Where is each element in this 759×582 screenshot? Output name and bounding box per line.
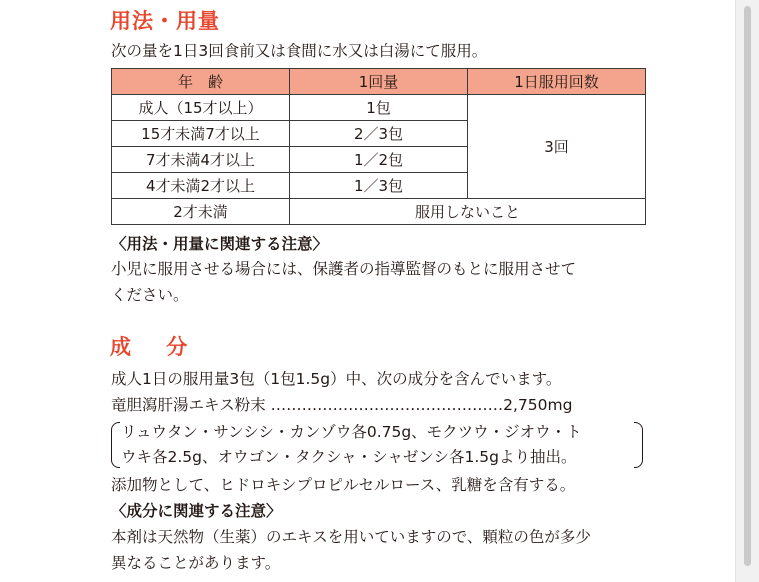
daily-times-cell: 3回 [468, 95, 646, 199]
dose-cell: 2／3包 [290, 121, 468, 147]
herb-line-1: リュウタン・サンシシ・カンゾウ各0.75g、モクツウ・ジオウ・ト [121, 423, 582, 441]
usage-heading: 用法・用量 [110, 9, 220, 33]
left-bracket-icon [111, 422, 120, 468]
age-cell: 成人（15才以上） [112, 95, 290, 121]
table-header-row [112, 69, 646, 95]
ingredients-note-title: 〈成分に関連する注意〉 [111, 502, 282, 520]
usage-note-title: 〈用法・用量に関連する注意〉 [111, 235, 329, 253]
age-cell: 2才未満 [112, 199, 290, 225]
ingredients-note-line-1: 本剤は天然物（生薬）のエキスを用いていますので、顆粒の色が多少 [111, 528, 591, 546]
usage-intro: 次の量を1日3回食前又は食間に水又は白湯にて服用。 [111, 42, 488, 60]
dosage-table [111, 68, 646, 225]
usage-note-line-1: 小児に服用させる場合には、保護者の指導監督のもとに服用させて [111, 260, 577, 278]
ingredients-intro: 成人1日の服用量3包（1包1.5g）中、次の成分を含んでいます。 [111, 370, 562, 388]
dose-cell: 1包 [290, 95, 468, 121]
ingredients-note-line-2: 異なることがあります。 [111, 554, 281, 572]
age-cell: 4才未満2才以上 [112, 173, 290, 199]
right-bracket-icon [634, 422, 643, 468]
ingredients-heading: 成 分 [110, 335, 202, 359]
age-cell: 15才未満7才以上 [112, 121, 290, 147]
header-daily-times: 1日服用回数 [468, 69, 646, 95]
not-administered-cell: 服用しないこと [290, 199, 646, 225]
header-age: 年 齢 [112, 69, 290, 95]
age-cell: 7才未満4才以上 [112, 147, 290, 173]
dose-cell: 1／3包 [290, 173, 468, 199]
usage-note-line-2: ください。 [111, 286, 189, 304]
header-dose: 1回量 [290, 69, 468, 95]
vertical-scrollbar[interactable] [735, 0, 759, 582]
table-row [112, 199, 646, 225]
herb-line-2: ウキ各2.5g、オウゴン・タクシャ・シャゼンシ各1.5gより抽出。 [121, 448, 577, 466]
scrollbar-thumb[interactable] [744, 6, 751, 566]
dose-cell: 1／2包 [290, 147, 468, 173]
table-row [112, 95, 646, 121]
main-ingredient: 竜胆瀉肝湯エキス粉末 ………………………………………2,750mg [111, 396, 573, 414]
additives: 添加物として、ヒドロキシプロピルセルロース、乳糖を含有する。 [111, 476, 576, 494]
herb-breakdown [111, 421, 643, 469]
